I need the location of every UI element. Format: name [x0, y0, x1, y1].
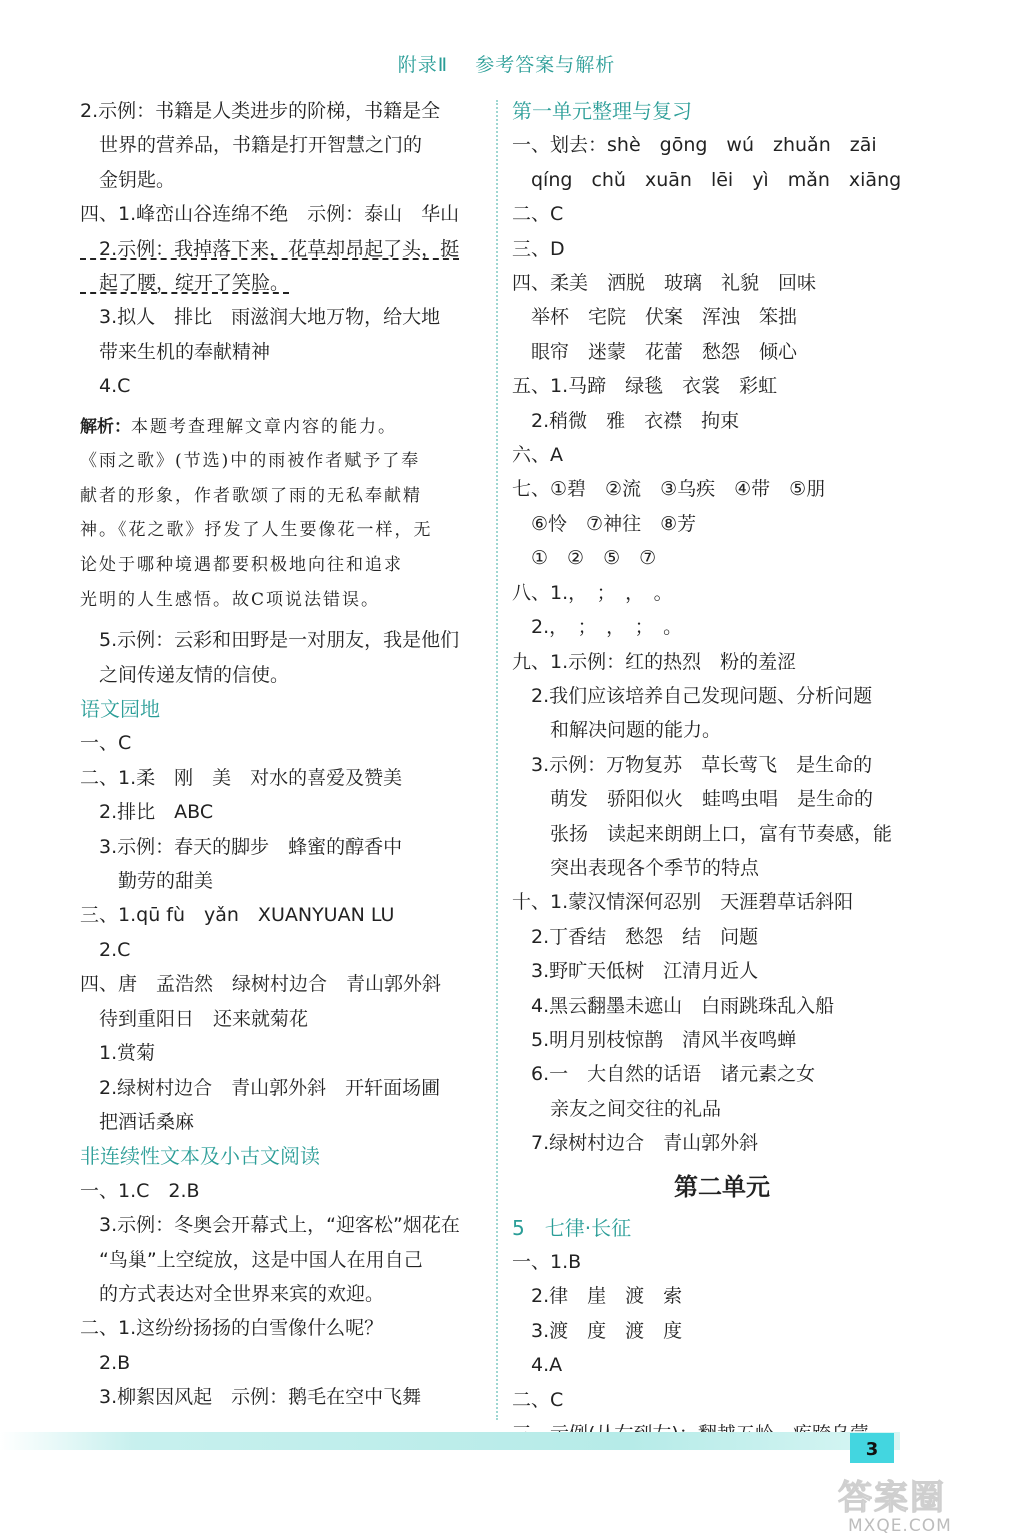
answer-line: 四、柔美 洒脱 玻璃 礼貌 回味 — [512, 272, 817, 295]
answer-line: 3.野旷天低树 江清月近人 — [512, 960, 759, 983]
answer-line: 四、唐 孟浩然 绿树村边合 青山郭外斜 — [80, 973, 442, 996]
analysis-line — [80, 479, 480, 514]
answer-line: 一、划去：shè gōng wú zhuǎn zāi — [512, 134, 877, 157]
section-heading: 第一单元整理与复习 — [512, 99, 692, 123]
answer-line: 十、1.蒙汉情深何忍别 天涯碧草话斜阳 — [512, 891, 854, 914]
answer-line: 2.稍微 雅 衣襟 拘束 — [512, 409, 740, 432]
analysis-line — [80, 513, 480, 548]
answer-line: 萌发 骄阳似火 蛙鸣虫唱 是生命的 — [512, 788, 874, 811]
answer-line: 二、C — [512, 1388, 564, 1411]
right-column — [512, 94, 932, 1451]
analysis-label: 解析： — [80, 416, 131, 437]
answer-line: 九、1.示例：红的热烈 粉的羞涩 — [512, 650, 797, 673]
analysis-text: 光明的人生感悟。故C项说法错误。 — [80, 589, 381, 610]
answer-line: 世界的营养品，书籍是打开智慧之门的 — [80, 134, 423, 157]
watermark-text: 答案圈 — [838, 1478, 946, 1518]
answer-line: 5.示例：云彩和田野是一对朋友，我是他们 — [80, 629, 460, 652]
answer-line: 3.渡 度 渡 度 — [512, 1319, 683, 1342]
answer-line: 4.黑云翻墨未遮山 白雨跳珠乱入船 — [512, 994, 835, 1017]
watermark-url: MXQE.COM — [848, 1516, 952, 1536]
answer-line: 起了腰，绽开了笑脸。 — [80, 272, 290, 295]
answer-line: 二、1.柔 刚 美 对水的喜爱及赞美 — [80, 766, 403, 789]
answer-line: 亲友之间交往的礼品 — [512, 1097, 722, 1120]
answer-line: 2.律 崖 渡 索 — [512, 1285, 683, 1308]
analysis-text: 《雨之歌》(节选)中的雨被作者赋予了奉 — [80, 451, 421, 472]
answer-line: 张扬 读起来朗朗上口，富有节奏感，能 — [512, 822, 893, 845]
header-title: 参考答案与解析 — [475, 54, 616, 76]
answer-line: 举杯 宅院 伏案 浑浊 笨拙 — [512, 306, 798, 329]
watermark-logo — [838, 1470, 1008, 1536]
answer-line: “鸟巢”上空绽放，这是中国人在用自己 — [80, 1248, 423, 1271]
answer-line: 突出表现各个季节的特点 — [512, 856, 760, 879]
answer-line: 2.绿树村边合 青山郭外斜 开轩面场圃 — [80, 1076, 441, 1099]
section-heading: 非连续性文本及小古文阅读 — [80, 1144, 320, 1169]
section-heading: 语文园地 — [80, 697, 160, 722]
answer-line: 一、C — [80, 732, 132, 755]
answer-line: 金钥匙。 — [80, 168, 176, 191]
answer-line: 2.示例：我掉落下来，花草却昂起了头，挺 — [80, 237, 460, 260]
answer-line: 5.明月别枝惊鹊 清风半夜鸣蝉 — [512, 1028, 797, 1051]
answer-line: 一、1.B — [512, 1251, 582, 1273]
answer-line: 把酒话桑麻 — [80, 1110, 195, 1133]
analysis-line — [80, 444, 480, 479]
answer-line: 八、1.， ； ， 。 — [512, 581, 673, 604]
analysis-line — [80, 410, 480, 445]
answer-line: 三、1.qū fù yǎn XUANYUAN LU — [80, 904, 395, 927]
analysis-text: 论处于哪种境遇都要积极地向往和追求 — [80, 555, 403, 576]
answer-line: 四、1.峰峦山谷连绵不绝 示例：泰山 华山 — [80, 203, 460, 226]
answer-line: 一、1.C 2.B — [80, 1179, 200, 1202]
answer-line: 之间传递友情的信使。 — [80, 663, 290, 686]
page-number: 3 — [850, 1433, 894, 1463]
answer-line: 眼帘 迷蒙 花蕾 愁怨 倾心 — [512, 340, 798, 363]
answer-line: 勤劳的甜美 — [80, 870, 214, 893]
analysis-text: 本题考查理解文章内容的能力。 — [131, 416, 397, 437]
answer-line: 2.， ； ， ； 。 — [512, 616, 683, 639]
column-divider — [496, 100, 498, 1420]
answer-line: 2.B — [80, 1351, 131, 1374]
answer-line: 3.示例：万物复苏 草长莺飞 是生命的 — [512, 753, 873, 776]
answer-line: 3.示例：春天的脚步 蜂蜜的醇香中 — [80, 835, 403, 858]
unit-title: 第二单元 — [674, 1172, 770, 1201]
running-header — [0, 50, 1013, 77]
answer-line: 六、A — [512, 444, 563, 467]
answer-line: qíng chǔ xuān lēi yì mǎn xiāng — [512, 168, 902, 191]
analysis-text: 神。《花之歌》抒发了人生要像花一样，无 — [80, 520, 433, 541]
footer-bar — [0, 1432, 900, 1450]
answer-line: 2.示例：书籍是人类进步的阶梯，书籍是全 — [80, 100, 441, 122]
analysis-line — [80, 583, 480, 618]
section-heading: 5 七律·长征 — [512, 1215, 632, 1240]
answer-line: 带来生机的奉献精神 — [80, 340, 271, 363]
left-column — [80, 94, 480, 1415]
answer-line: 二、C — [512, 203, 564, 226]
answer-line: ① ② ⑤ ⑦ — [512, 547, 657, 570]
answer-line: 3.柳絮因风起 示例：鹅毛在空中飞舞 — [80, 1386, 422, 1409]
header-appendix: 附录Ⅱ — [397, 54, 449, 76]
answer-line: 的方式表达对全世界来宾的欢迎。 — [80, 1282, 385, 1305]
answer-line: 2.丁香结 愁怨 结 问题 — [512, 925, 759, 948]
answer-line: 3.示例：冬奥会开幕式上，“迎客松”烟花在 — [80, 1214, 460, 1237]
answer-line: 和解决问题的能力。 — [512, 719, 722, 742]
analysis-line — [80, 548, 480, 583]
answer-line: 待到重阳日 还来就菊花 — [80, 1007, 309, 1030]
answer-line: 三、D — [512, 237, 565, 260]
answer-line: 二、1.这纷纷扬扬的白雪像什么呢？ — [80, 1317, 384, 1340]
answer-line: 2.排比 ABC — [80, 801, 214, 824]
answer-line: 6.一 大自然的话语 诸元素之女 — [512, 1063, 816, 1086]
answer-line: 2.我们应该培养自己发现问题、分析问题 — [512, 684, 873, 707]
answer-line: 五、1.马蹄 绿毯 衣裳 彩虹 — [512, 375, 778, 398]
answer-line: 1.赏菊 — [80, 1042, 156, 1065]
analysis-text: 献者的形象，作者歌颂了雨的无私奉献精 — [80, 485, 422, 506]
answer-line: 4.A — [512, 1354, 563, 1377]
answer-line: 3.拟人 排比 雨滋润大地万物，给大地 — [80, 306, 441, 329]
answer-line: 2.C — [80, 938, 131, 961]
answer-line: ⑥怜 ⑦神往 ⑧芳 — [512, 512, 697, 535]
answer-line: 4.C — [80, 375, 131, 398]
answer-line: 7.绿树村边合 青山郭外斜 — [512, 1132, 759, 1155]
answer-line: 七、①碧 ②流 ③乌疾 ④带 ⑤朋 — [512, 478, 826, 501]
